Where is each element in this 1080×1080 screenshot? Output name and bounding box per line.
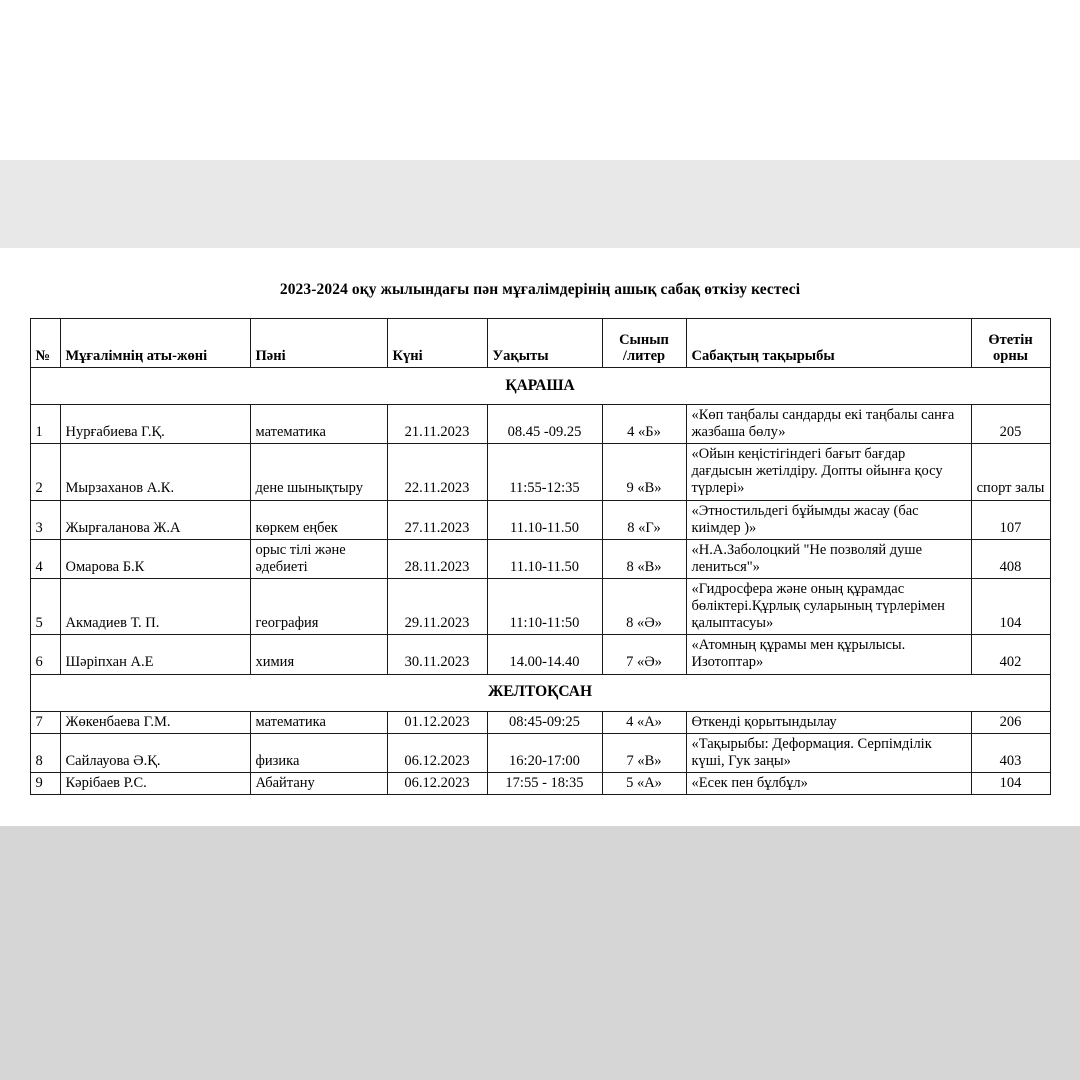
row-number: 3 [30,500,60,539]
table-row [30,711,1050,733]
row-grade: 7 «Ә» [602,635,686,674]
row-time: 11.10-11.50 [487,500,602,539]
row-grade: 5 «А» [602,772,686,794]
table-header-row [30,319,1050,368]
month-label: ҚАРАША [30,368,1050,405]
row-teacher: Сайлауова Ә.Қ. [60,733,250,772]
row-teacher: Жырғаланова Ж.А [60,500,250,539]
row-number: 7 [30,711,60,733]
row-room: 205 [971,405,1050,444]
row-topic: «Атомның құрамы мен құрылысы. Изотоптар» [686,635,971,674]
row-topic: «Тақырыбы: Деформация. Серпімділік күші, Гук заңы» [686,733,971,772]
row-grade: 4 «А» [602,711,686,733]
row-teacher: Нурғабиева Г.Қ. [60,405,250,444]
column-header-date: Күні [387,319,487,368]
table-row [30,444,1050,500]
table-row [30,733,1050,772]
row-time: 14.00-14.40 [487,635,602,674]
row-teacher: Акмадиев Т. П. [60,578,250,634]
row-date: 22.11.2023 [387,444,487,500]
row-subject: химия [250,635,387,674]
row-teacher: Жөкенбаева Г.М. [60,711,250,733]
row-room: 104 [971,772,1050,794]
row-subject: дене шынықтыру [250,444,387,500]
row-topic: «Есек пен бұлбұл» [686,772,971,794]
row-grade: 8 «В» [602,539,686,578]
column-header-teacher: Мұғалімнің аты-жөні [60,319,250,368]
row-date: 27.11.2023 [387,500,487,539]
column-header-room: Өтетін орны [971,319,1050,368]
row-subject: математика [250,711,387,733]
row-time: 08:45-09:25 [487,711,602,733]
row-time: 11.10-11.50 [487,539,602,578]
column-header-time: Уақыты [487,319,602,368]
row-topic: «Н.А.Заболоцкий "Не позволяй душе лениться"» [686,539,971,578]
row-room: 206 [971,711,1050,733]
row-number: 6 [30,635,60,674]
row-teacher: Кәрібаев Р.С. [60,772,250,794]
column-header-subject: Пәні [250,319,387,368]
row-subject: физика [250,733,387,772]
row-topic: «Гидросфера және оның құрамдас бөліктері.Құрлық суларының түрлерімен қалыптасуы» [686,578,971,634]
row-topic: Өткенді қорытындылау [686,711,971,733]
document-sheet [0,248,1080,826]
row-date: 28.11.2023 [387,539,487,578]
row-time: 17:55 - 18:35 [487,772,602,794]
row-grade: 8 «Ә» [602,578,686,634]
row-room: 104 [971,578,1050,634]
row-number: 4 [30,539,60,578]
table-row [30,578,1050,634]
row-time: 11:10-11:50 [487,578,602,634]
column-header-topic: Сабақтың тақырыбы [686,319,971,368]
table-row [30,405,1050,444]
row-teacher: Шәріпхан А.Е [60,635,250,674]
row-number: 1 [30,405,60,444]
row-date: 01.12.2023 [387,711,487,733]
row-teacher: Омарова Б.К [60,539,250,578]
row-teacher: Мырзаханов А.К. [60,444,250,500]
row-topic: «Этностильдегі бұйымды жасау (бас киімдер )» [686,500,971,539]
month-label: ЖЕЛТОҚСАН [30,674,1050,711]
row-date: 30.11.2023 [387,635,487,674]
row-grade: 4 «Б» [602,405,686,444]
bottom-gray-band [0,826,1080,1080]
row-room: спорт залы [971,444,1050,500]
row-subject: география [250,578,387,634]
row-topic: «Ойын кеңістігіндегі бағыт бағдар дағдысын жетілдіру. Допты ойынға қосу түрлері» [686,444,971,500]
table-row [30,772,1050,794]
row-topic: «Көп таңбалы сандарды екі таңбалы санға жазбаша бөлу» [686,405,971,444]
upper-gray-band [0,160,1080,248]
table-row [30,539,1050,578]
open-lessons-schedule-table [30,318,1051,795]
table-row [30,635,1050,674]
row-subject: көркем еңбек [250,500,387,539]
row-number: 5 [30,578,60,634]
row-room: 408 [971,539,1050,578]
top-white-band [0,0,1080,160]
row-date: 29.11.2023 [387,578,487,634]
row-time: 16:20-17:00 [487,733,602,772]
row-grade: 8 «Г» [602,500,686,539]
row-number: 8 [30,733,60,772]
section-month-header [30,368,1050,405]
column-header-grade: Сынып /литер [602,319,686,368]
section-month-header [30,674,1050,711]
row-grade: 9 «В» [602,444,686,500]
column-header-number: № [30,319,60,368]
row-grade: 7 «В» [602,733,686,772]
row-subject: орыс тілі және әдебиеті [250,539,387,578]
row-time: 11:55-12:35 [487,444,602,500]
row-room: 403 [971,733,1050,772]
row-room: 402 [971,635,1050,674]
row-subject: математика [250,405,387,444]
table-row [30,500,1050,539]
page-title: 2023-2024 оқу жылындағы пән мұғалімдерінің ашық сабақ өткізу кестесі [279,281,801,298]
row-date: 06.12.2023 [387,733,487,772]
row-number: 9 [30,772,60,794]
row-date: 21.11.2023 [387,405,487,444]
row-date: 06.12.2023 [387,772,487,794]
row-time: 08.45 -09.25 [487,405,602,444]
row-room: 107 [971,500,1050,539]
row-subject: Абайтану [250,772,387,794]
row-number: 2 [30,444,60,500]
